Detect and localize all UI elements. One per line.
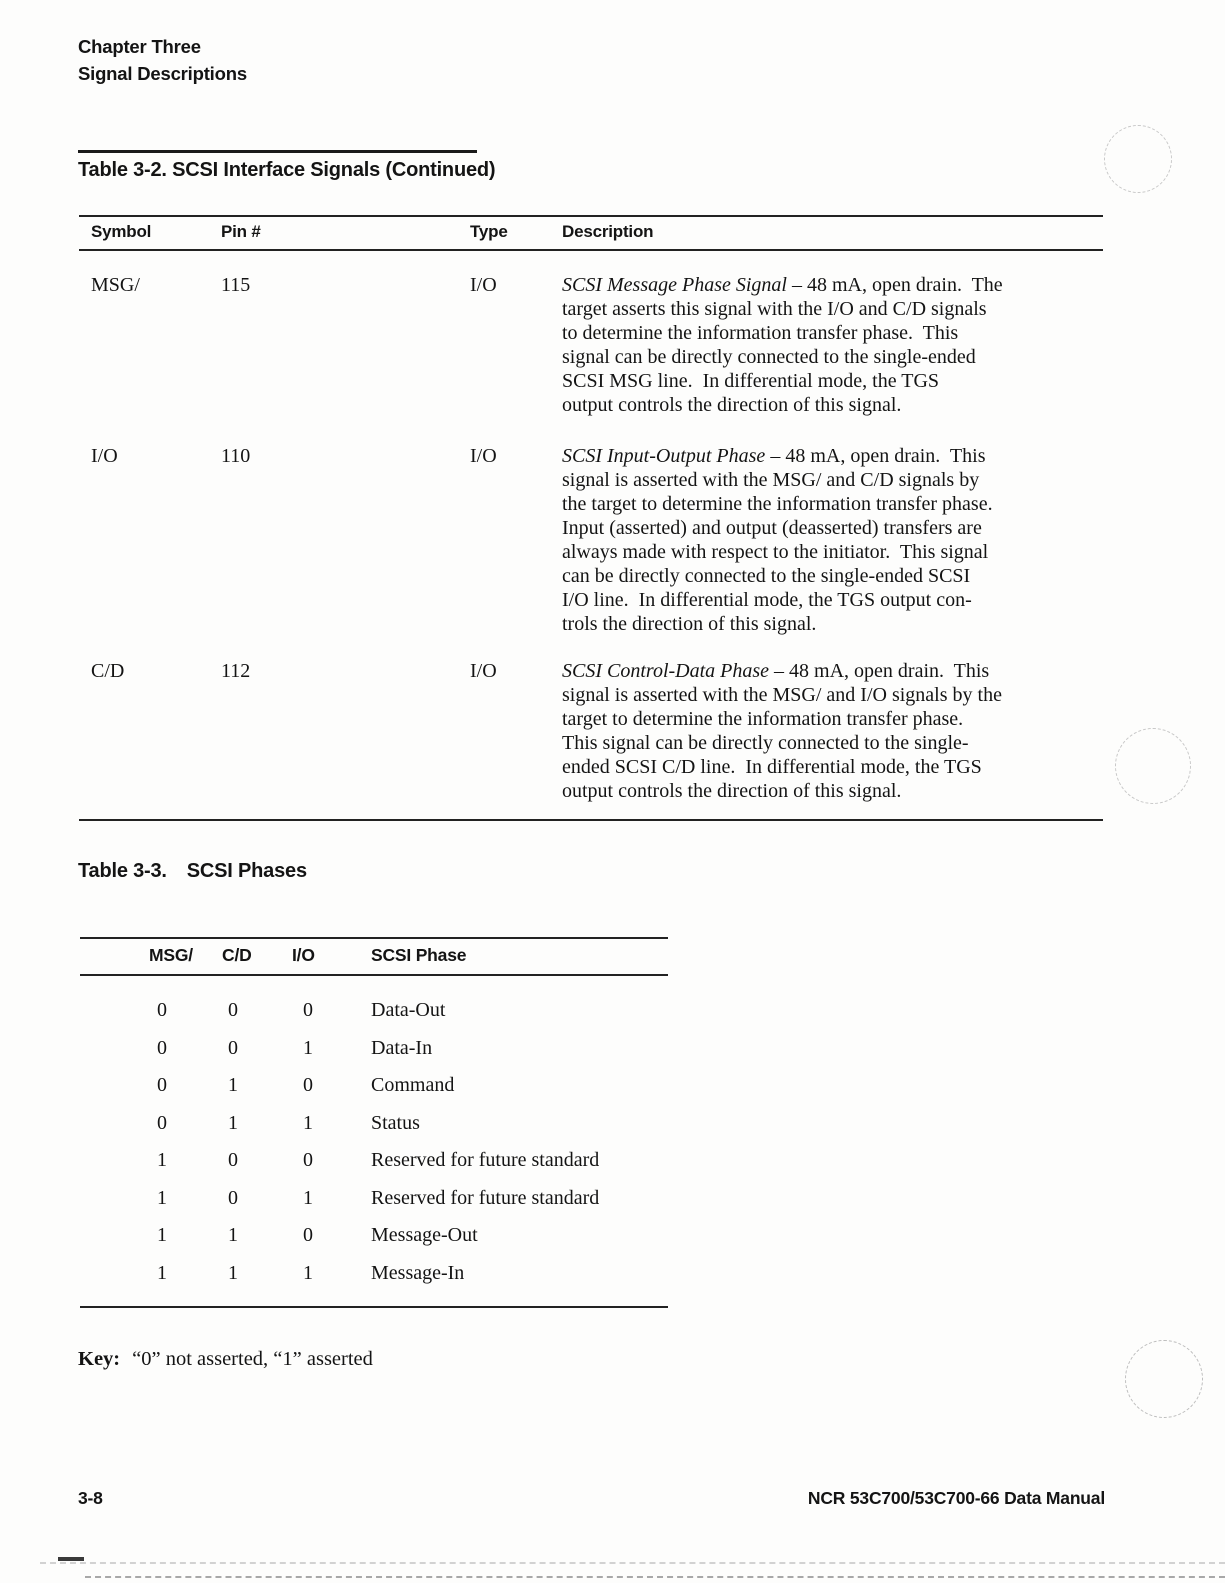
column-header-description: Description [562,222,654,241]
io-cell: 1 [303,1261,313,1284]
io-cell: 0 [303,1149,313,1171]
table-row [80,998,668,1036]
cd-cell: 0 [228,999,238,1021]
column-header-msg: MSG/ [149,945,193,965]
description-line: signal can be directly connected to the single-ended [562,346,976,368]
description-line: This signal can be directly connected to the single- [562,732,969,754]
description-line: trols the direction of this signal. [562,613,817,635]
description-line: target asserts this signal with the I/O and C/D signals [562,298,987,320]
table-row [80,1073,668,1111]
key-text: “0” not asserted, “1” asserted [132,1348,373,1370]
msg-cell: 1 [157,1224,167,1246]
msg-cell: 0 [157,999,167,1021]
scan-artifact-circle [1115,728,1191,804]
type-cell: I/O [470,274,497,296]
description-text: – 48 mA, open drain. This [765,445,986,467]
table-row [80,1148,668,1186]
table-3-3-header-row [80,939,668,976]
column-header-type: Type [470,222,508,241]
io-cell: 0 [303,1224,313,1246]
table-3-2-caption: Table 3-2. SCSI Interface Signals (Continued) [78,150,477,182]
description-line: signal is asserted with the MSG/ and I/O signals by the [562,684,1002,706]
column-header-phase: SCSI Phase [371,945,467,965]
cd-cell: 1 [228,1074,238,1096]
signal-name-italic: SCSI Control-Data Phase [562,660,770,682]
description-line: can be directly connected to the single-ended SCSI [562,565,971,587]
io-cell: 0 [303,1074,313,1096]
description-line: SCSI MSG line. In differential mode, the TGS [562,370,940,392]
msg-cell: 1 [157,1149,167,1171]
description-line: signal is asserted with the MSG/ and C/D signals by [562,469,980,491]
key-note [78,1348,373,1371]
phase-cell: Status [371,1111,420,1134]
signal-name-italic: SCSI Input-Output Phase [562,445,766,467]
phase-cell: Data-In [371,1036,433,1059]
table-3-2-header-row [79,217,1103,251]
table-3-3-caption-title: SCSI Phases [186,860,307,882]
table-row [80,1186,668,1224]
column-header-pin: Pin # [221,222,261,241]
msg-cell: 1 [157,1186,167,1209]
signal-name-italic: SCSI Message Phase Signal [562,274,787,296]
type-cell: I/O [470,660,497,682]
footer-page-number: 3-8 [78,1488,103,1508]
description-line [562,444,1103,468]
phase-cell: Data-Out [371,999,446,1021]
phase-cell: Reserved for future standard [371,1149,600,1171]
cd-cell: 1 [228,1261,238,1284]
table-3-3-caption-label: Table 3-3. [78,860,167,882]
io-cell: 0 [303,999,313,1021]
pin-cell: 115 [221,274,251,296]
chapter-subtitle: Signal Descriptions [78,63,247,84]
column-header-cd: C/D [222,945,252,965]
msg-cell: 0 [157,1036,167,1059]
description-cell [562,659,1103,803]
table-row [79,659,1103,803]
table-row [80,1261,668,1299]
cd-cell: 1 [228,1224,238,1246]
table-3-3-caption [78,860,307,883]
scan-artifact-mark [58,1557,84,1561]
cd-cell: 0 [228,1036,238,1059]
description-line: ended SCSI C/D line. In differential mode, the TGS [562,756,982,778]
description-line: always made with respect to the initiator. This signal [562,541,989,563]
phase-cell: Message-In [371,1261,465,1284]
description-line: output controls the direction of this signal. [562,780,902,802]
type-cell: I/O [470,445,497,467]
table-3-2 [79,215,1103,821]
description-line: I/O line. In differential mode, the TGS output con- [562,589,972,611]
description-cell [562,273,1103,417]
description-line: to determine the information transfer phase. This [562,322,959,344]
table-row [79,273,1103,417]
table-row [80,1111,668,1149]
phase-cell: Command [371,1074,455,1096]
chapter-header [78,33,247,87]
phase-cell: Reserved for future standard [371,1186,600,1209]
table-row [80,1223,668,1261]
table-3-2-body [79,273,1103,821]
io-cell: 1 [303,1036,313,1059]
cd-cell: 0 [228,1149,238,1171]
description-line [562,659,1103,683]
description-cell [562,444,1103,636]
scan-artifact-circle [1104,125,1172,193]
description-line: output controls the direction of this signal. [562,394,902,416]
msg-cell: 0 [157,1074,167,1096]
symbol-cell: MSG/ [91,274,140,296]
msg-cell: 1 [157,1261,167,1284]
description-text: – 48 mA, open drain. The [786,274,1003,296]
key-label: Key: [78,1348,121,1370]
table-3-3 [80,937,668,1308]
description-text: – 48 mA, open drain. This [769,660,990,682]
column-header-symbol: Symbol [91,222,152,241]
footer-manual-title: NCR 53C700/53C700-66 Data Manual [807,1488,1105,1508]
table-3-3-body [80,998,668,1308]
scan-artifact-line [40,1562,1225,1564]
description-line: target to determine the information transfer phase. [562,708,964,730]
pin-cell: 110 [221,445,251,467]
description-line: the target to determine the information transfer phase. [562,493,993,515]
phase-cell: Message-Out [371,1224,478,1246]
io-cell: 1 [303,1111,313,1134]
description-line [562,273,1103,297]
symbol-cell: I/O [91,445,118,467]
scan-artifact-line [85,1576,1225,1578]
chapter-title: Chapter Three [78,36,201,57]
table-row [80,1036,668,1074]
symbol-cell: C/D [91,660,125,682]
scan-artifact-circle [1125,1340,1203,1418]
description-line: Input (asserted) and output (deasserted) transfers are [562,517,982,539]
pin-cell: 112 [221,660,251,682]
msg-cell: 0 [157,1111,167,1134]
cd-cell: 0 [228,1186,238,1209]
cd-cell: 1 [228,1111,238,1134]
table-row [79,444,1103,636]
io-cell: 1 [303,1186,313,1209]
column-header-io: I/O [292,945,315,965]
